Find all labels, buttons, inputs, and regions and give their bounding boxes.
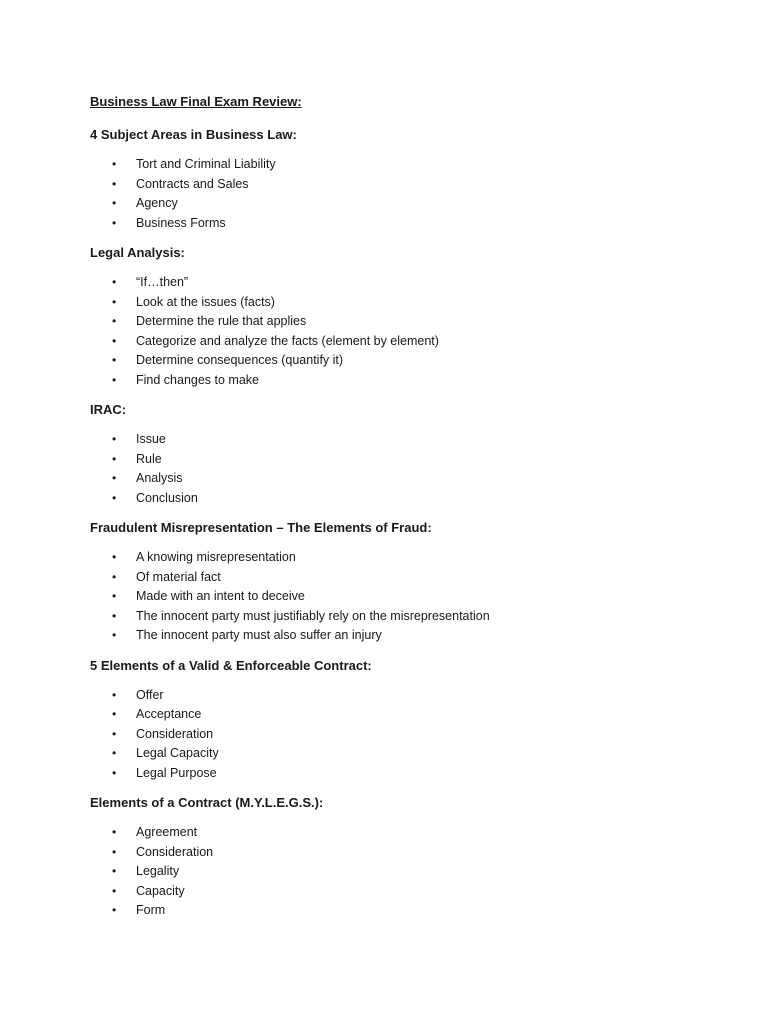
bullet-icon: • (112, 333, 117, 348)
list-fraud (90, 548, 730, 646)
bullet-icon: • (112, 825, 117, 839)
list-item (90, 548, 730, 568)
bullet-icon: • (112, 844, 117, 859)
bullet-icon: • (112, 490, 117, 505)
list-item-text: Determine consequences (quantify it) (136, 353, 344, 367)
list-item (90, 764, 730, 784)
section-heading-subject-areas: 4 Subject Areas in Business Law: (90, 127, 297, 142)
list-item-text: Form (136, 903, 166, 917)
bullet-icon: • (112, 883, 117, 898)
list-irac (90, 430, 730, 508)
section-heading-myelgs: Elements of a Contract (M.Y.L.E.G.S.): (90, 795, 324, 810)
section-heading-irac: IRAC: (90, 402, 127, 417)
list-item (90, 686, 730, 706)
list-item (90, 214, 730, 234)
list-item (90, 351, 730, 371)
list-item (90, 194, 730, 214)
bullet-icon: • (112, 471, 117, 485)
bullet-icon: • (112, 707, 117, 721)
section-heading-legal-analysis: Legal Analysis: (90, 245, 185, 260)
bullet-icon: • (112, 157, 117, 171)
list-item (90, 843, 730, 863)
bullet-icon: • (112, 294, 117, 309)
list-item-text: “If…then” (136, 275, 189, 289)
list-item (90, 626, 730, 646)
list-item-text: Business Forms (136, 215, 226, 230)
list-item (90, 332, 730, 352)
list-myelgs (90, 823, 730, 921)
list-item-text: Determine the rule that applies (136, 314, 307, 328)
bullet-icon: • (112, 726, 117, 741)
list-item (90, 901, 730, 921)
list-item-text: Made with an intent to deceive (136, 589, 305, 603)
bullet-icon: • (112, 608, 117, 623)
list-item (90, 705, 730, 725)
list-item (90, 450, 730, 470)
list-item (90, 744, 730, 764)
list-subject-areas (90, 155, 730, 233)
list-item-text: Consideration (136, 726, 214, 741)
list-item (90, 312, 730, 332)
bullet-icon: • (112, 864, 117, 878)
list-item-text: Legality (136, 864, 180, 878)
list-item (90, 273, 730, 293)
list-item-text: Legal Capacity (136, 746, 219, 760)
bullet-icon: • (112, 215, 117, 230)
bullet-icon: • (112, 176, 117, 191)
list-item-text: Issue (136, 432, 166, 446)
list-item-text: The innocent party must also suffer an injury (136, 628, 382, 642)
bullet-icon: • (112, 903, 117, 917)
list-item-text: Rule (136, 451, 162, 466)
list-item (90, 862, 730, 882)
list-item (90, 175, 730, 195)
list-item-text: Analysis (136, 471, 183, 485)
list-item (90, 430, 730, 450)
list-item-text: Acceptance (136, 707, 202, 721)
bullet-icon: • (112, 432, 117, 446)
bullet-icon: • (112, 196, 117, 210)
list-legal-analysis (90, 273, 730, 390)
list-item-text: The innocent party must justifiably rely on the misrepresentation (136, 608, 490, 623)
list-item (90, 371, 730, 391)
list-item-text: Consideration (136, 844, 214, 859)
bullet-icon: • (112, 589, 117, 603)
list-item (90, 568, 730, 588)
bullet-icon: • (112, 451, 117, 466)
list-item (90, 469, 730, 489)
list-item-text: Contracts and Sales (136, 176, 249, 191)
bullet-icon: • (112, 628, 117, 642)
list-item (90, 607, 730, 627)
list-item (90, 293, 730, 313)
bullet-icon: • (112, 372, 117, 387)
list-item (90, 823, 730, 843)
section-heading-fraud: Fraudulent Misrepresentation – The Elements of Fraud: (90, 520, 432, 535)
list-item (90, 882, 730, 902)
bullet-icon: • (112, 550, 117, 564)
document-title: Business Law Final Exam Review: (90, 94, 302, 109)
bullet-icon: • (112, 353, 117, 367)
document-page (90, 93, 730, 932)
list-item-text: A knowing misrepresentation (136, 550, 296, 564)
list-item-text: Offer (136, 687, 164, 702)
list-item-text: Tort and Criminal Liability (136, 157, 276, 171)
list-item (90, 587, 730, 607)
list-item-text: Agreement (136, 825, 198, 839)
list-item (90, 155, 730, 175)
list-item-text: Find changes to make (136, 372, 259, 387)
list-item-text: Agency (136, 196, 178, 210)
list-item-text: Of material fact (136, 569, 221, 584)
section-heading-valid-contract: 5 Elements of a Valid & Enforceable Contract: (90, 657, 372, 673)
list-item (90, 725, 730, 745)
bullet-icon: • (112, 275, 117, 289)
bullet-icon: • (112, 687, 117, 702)
bullet-icon: • (112, 746, 117, 760)
list-item-text: Capacity (136, 883, 185, 898)
bullet-icon: • (112, 765, 117, 780)
bullet-icon: • (112, 569, 117, 584)
list-item-text: Legal Purpose (136, 765, 217, 780)
list-item (90, 489, 730, 509)
list-item-text: Conclusion (136, 490, 198, 505)
list-valid-contract (90, 686, 730, 784)
list-item-text: Look at the issues (facts) (136, 294, 275, 309)
list-item-text: Categorize and analyze the facts (element by element) (136, 333, 439, 348)
bullet-icon: • (112, 314, 117, 328)
